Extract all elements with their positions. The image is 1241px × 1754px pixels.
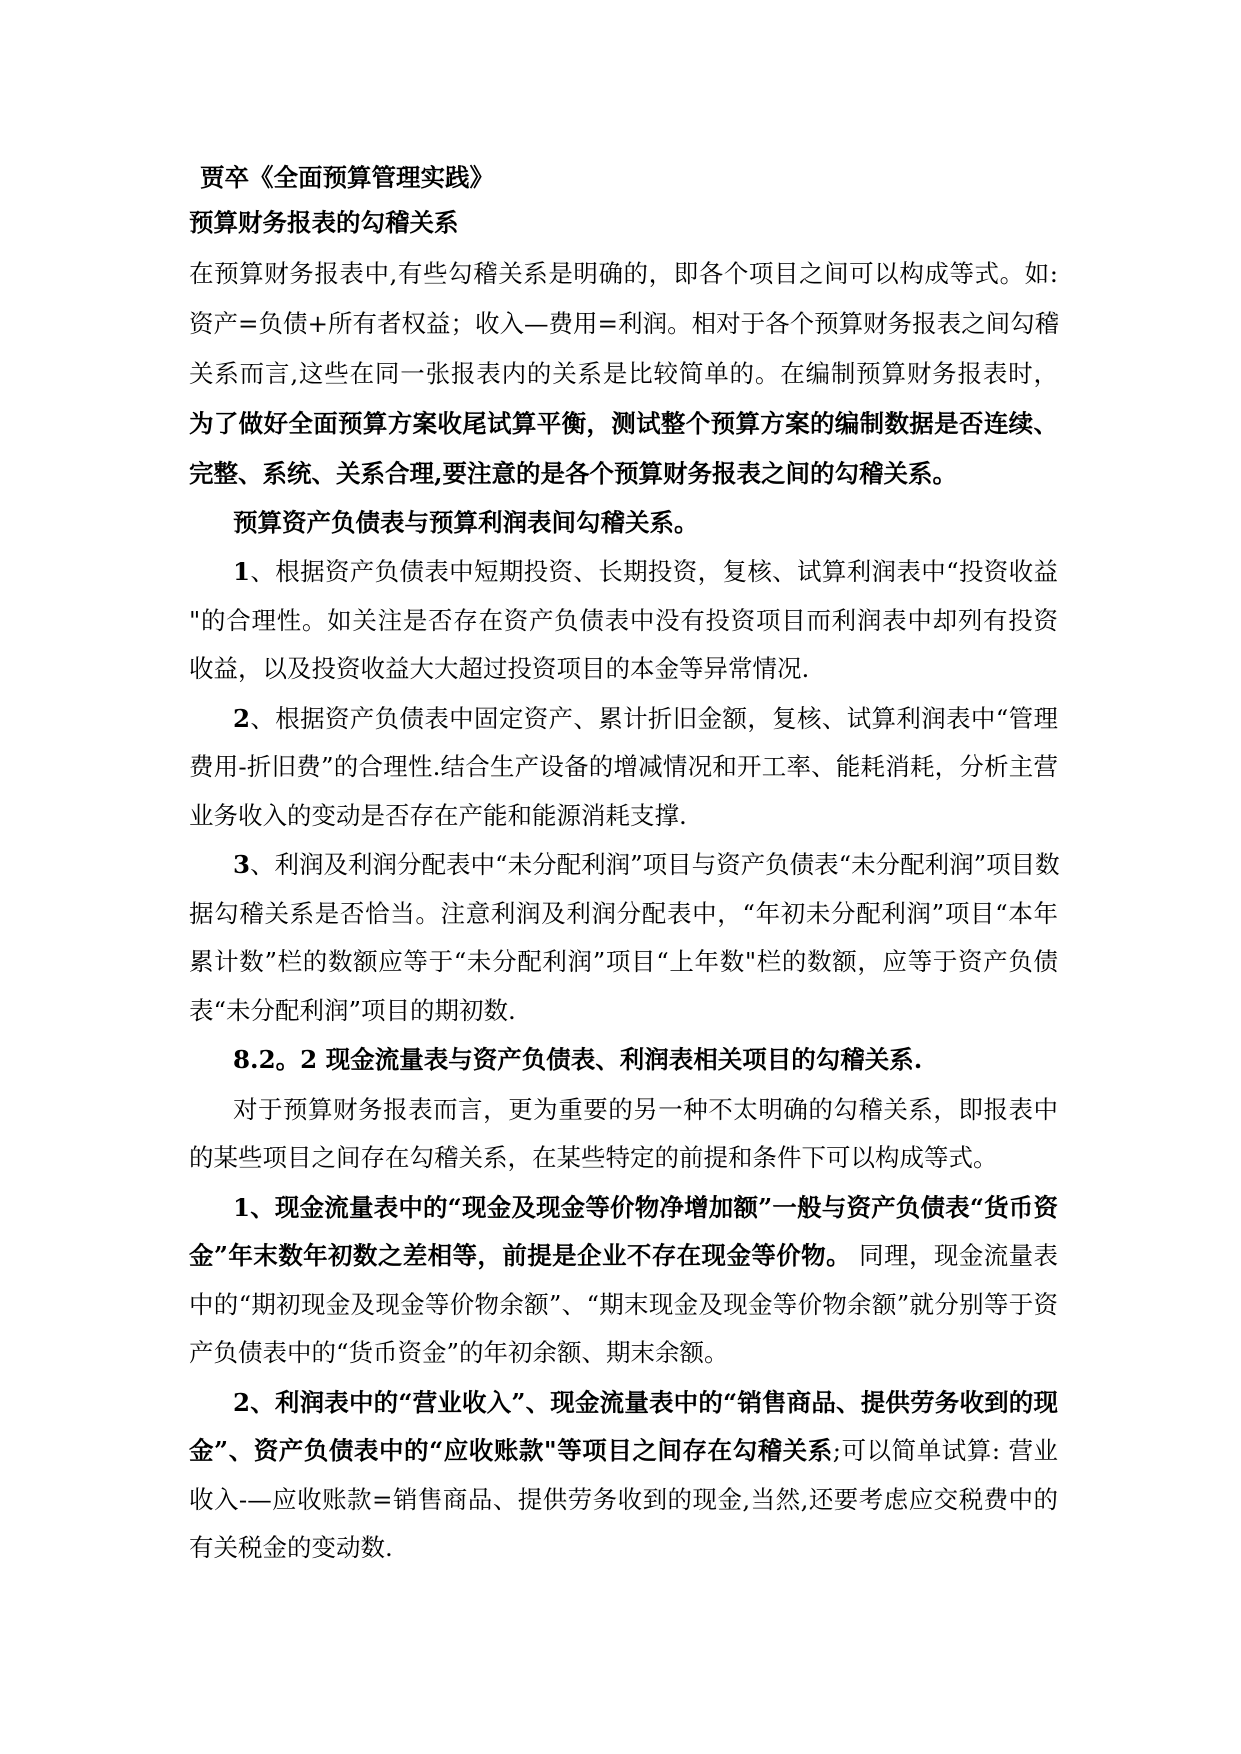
paragraph-line-emphasis: 完整、系统、关系合理,要注意的是各个预算财务报表之间的勾稽关系。 (189, 458, 958, 488)
item-paragraph (189, 1184, 1058, 1378)
document-subtitle: 预算财务报表的勾稽关系 (189, 207, 459, 237)
paragraph-line: 的某些项目之间存在勾稽关系，在某些特定的前提和条件下可以构成等式。 (189, 1143, 998, 1172)
paragraph-line-emphasis: 为了做好全面预算方案收尾试算平衡，测试整个预算方案的编制数据是否连续、 (189, 408, 1058, 438)
paragraph-line (189, 841, 1058, 890)
paragraph-line: 产负债表中的“货币资金”的年初余额、期末余额。 (189, 1338, 729, 1367)
emphasis-text: 金”、资产负债表中的“应收账款"等项目之间存在勾稽关系 (189, 1436, 833, 1465)
item-number: 1 (233, 557, 251, 586)
paragraph-line: 费用-折旧费”的合理性.结合生产设备的增减情况和开工率、能耗消耗，分析主营 (189, 752, 1058, 781)
item-number: 3 (233, 850, 251, 879)
normal-text: 同理，现金流量表 (850, 1241, 1058, 1270)
paragraph-line: 业务收入的变动是否存在产能和能源消耗支撑. (189, 800, 687, 830)
paragraph-line: 有关税金的变动数. (189, 1533, 393, 1562)
paragraph-line: 累计数”栏的数额应等于“未分配利润”项目“上年数"栏的数额，应等于资产负债 (189, 947, 1058, 976)
paragraph-line (189, 695, 1058, 744)
intro-paragraph (189, 249, 1058, 499)
normal-text: ;可以简单试算: 营业 (832, 1436, 1058, 1465)
paragraph-line: 对于预算财务报表而言，更为重要的另一种不太明确的勾稽关系，即报表中 (233, 1094, 1058, 1124)
paragraph-line: 在预算财务报表中,有些勾稽关系是明确的，即各个项目之间可以构成等式。如: (189, 258, 1058, 288)
document-body (189, 155, 1058, 1573)
paragraph-line-emphasis: 2、利润表中的“营业收入”、现金流量表中的“销售商品、提供劳务收到的现 (233, 1387, 1058, 1417)
section-heading: 8.2。2 现金流量表与资产负债表、利润表相关项目的勾稽关系. (233, 1045, 923, 1074)
paragraph-line: 关系而言,这些在同一张报表内的关系是比较简单的。在编制预算财务报表时， (189, 358, 1058, 388)
item-text: 、根据资产负债表中短期投资、长期投资，复核、试算利润表中“投资收益 (250, 557, 1058, 586)
item-text: 、利润及利润分配表中“未分配利润”项目与资产负债表“未分配利润”项目数 (250, 850, 1060, 879)
body-paragraph (189, 1086, 1058, 1183)
paragraph-line: 中的“期初现金及现金等价物余额”、“期末现金及现金等价物余额”就分别等于资 (189, 1289, 1058, 1319)
paragraph-line (189, 548, 1058, 597)
paragraph-line: 收入-—应收账款=销售商品、提供劳务收到的现金,当然,还要考虑应交税费中的 (189, 1484, 1058, 1514)
paragraph-line (189, 1232, 1058, 1281)
item-paragraph (189, 841, 1058, 1035)
paragraph-line: 据勾稽关系是否恰当。注意利润及利润分配表中，“年初未分配利润”项目“本年 (189, 898, 1058, 928)
document-title: 贾卒《全面预算管理实践》 (200, 162, 494, 192)
item-paragraph (189, 695, 1058, 841)
paragraph-line: "的合理性。如关注是否存在资产负债表中没有投资项目而利润表中却列有投资 (189, 605, 1058, 635)
section-heading: 预算资产负债表与预算利润表间勾稽关系。 (233, 507, 699, 537)
item-text: 、根据资产负债表中固定资产、累计折旧金额，复核、试算利润表中“管理 (250, 703, 1058, 733)
paragraph-line: 表“未分配利润”项目的期初数. (189, 995, 516, 1025)
paragraph-line (189, 1427, 1058, 1476)
paragraph-line: 资产=负债+所有者权益；收入—费用=利润。相对于各个预算财务报表之间勾稽 (189, 308, 1060, 338)
paragraph-line-emphasis: 1、现金流量表中的“现金及现金等价物净增加额”一般与资产负债表“货币资 (233, 1192, 1058, 1222)
item-paragraph (189, 548, 1058, 694)
emphasis-text: 金”年末数年初数之差相等，前提是企业不存在现金等价物。 (189, 1241, 851, 1270)
paragraph-line: 收益，以及投资收益大大超过投资项目的本金等异常情况. (189, 654, 810, 683)
item-number: 2 (233, 703, 251, 733)
item-paragraph (189, 1379, 1058, 1573)
